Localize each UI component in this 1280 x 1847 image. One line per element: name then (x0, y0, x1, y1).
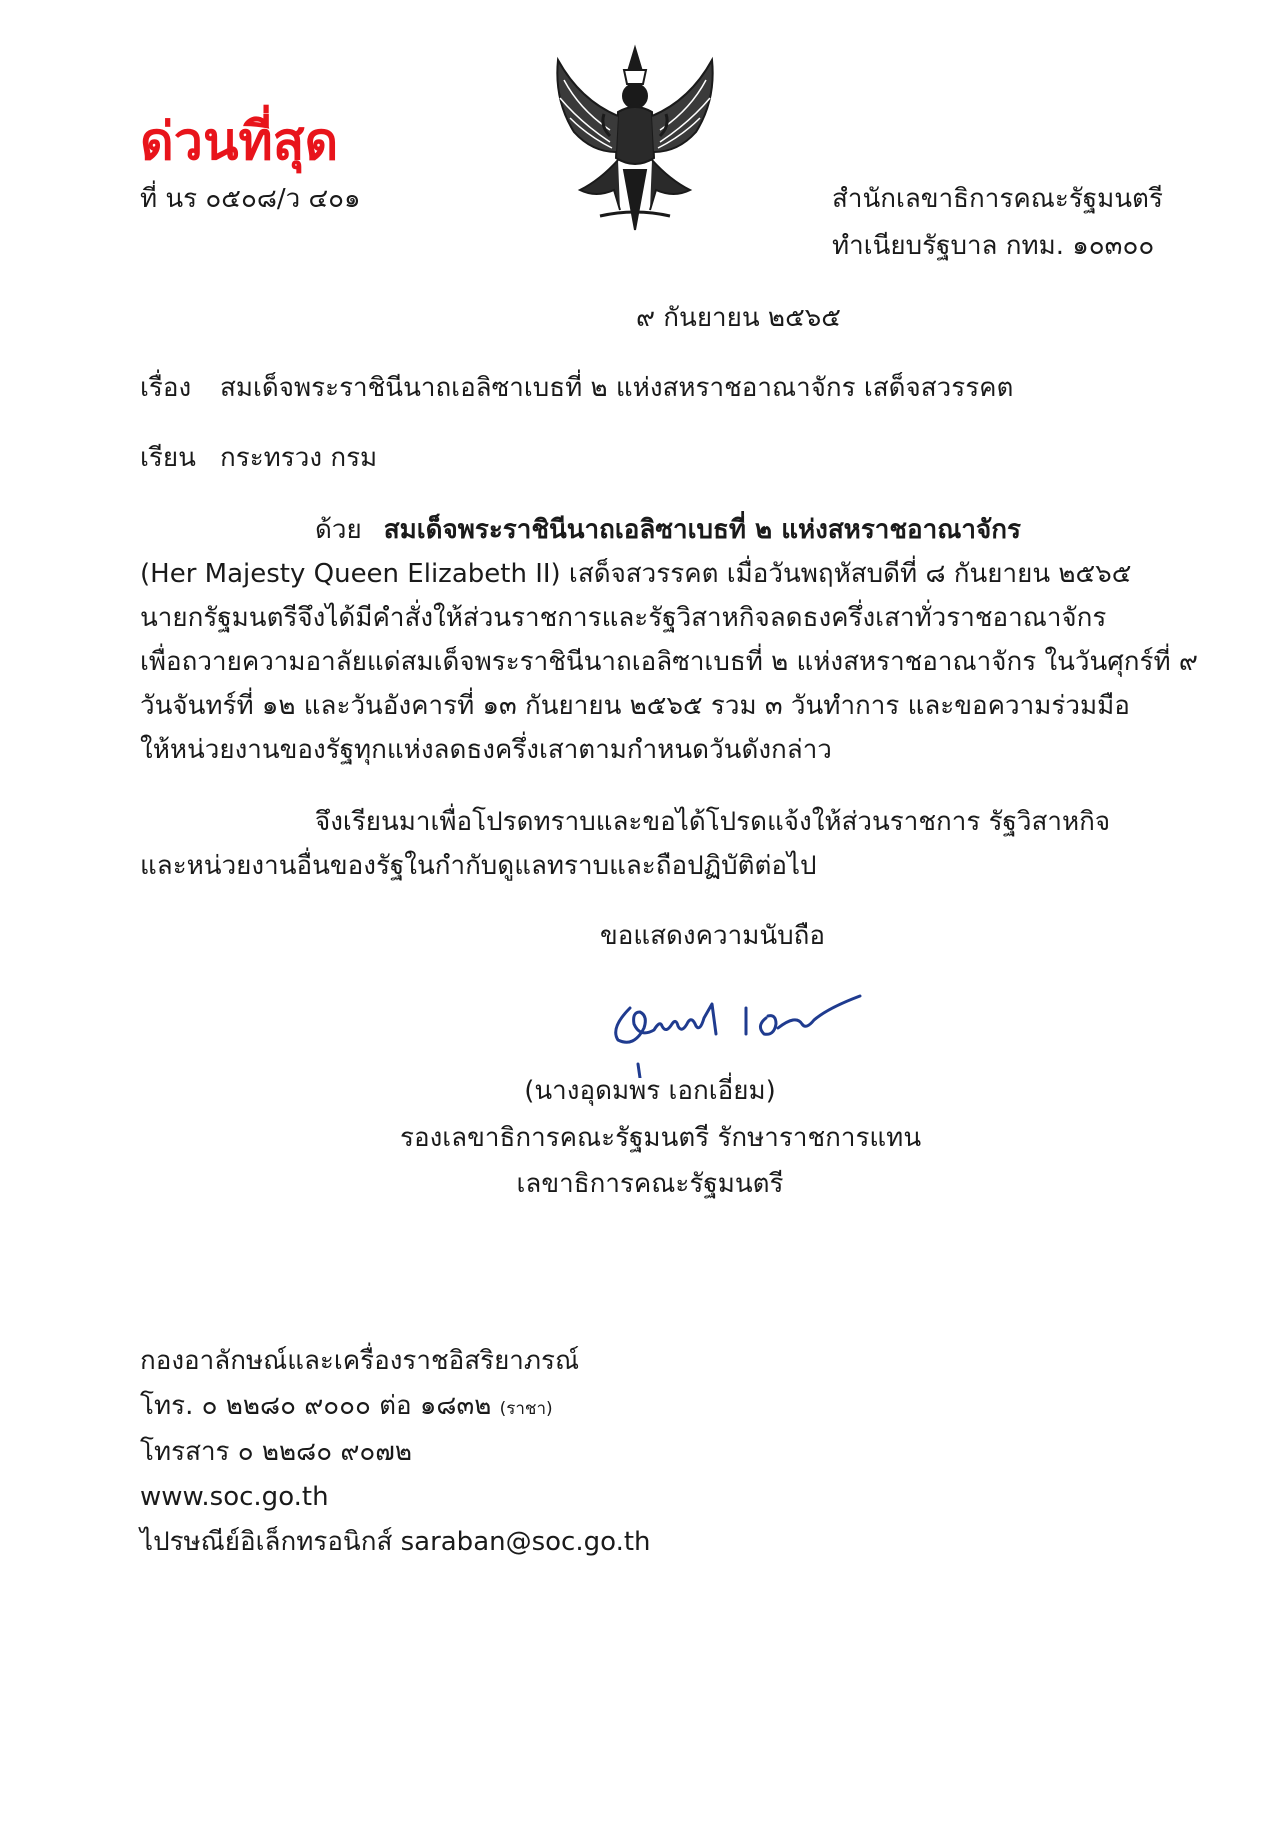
footer-email: ไปรษณีย์อิเล็กทรอนิกส์ saraban@soc.go.th (140, 1527, 651, 1557)
urgency-label: ด่วนที่สุด (140, 111, 339, 172)
subject-label: เรื่อง (140, 373, 192, 403)
signature-icon (600, 968, 870, 1078)
body-line: และหน่วยงานอื่นของรัฐในกำกับดูแลทราบและถือปฏิบัติต่อไป (140, 851, 817, 881)
recipient-text: กระทรวง กรม (220, 443, 378, 473)
footer-division: กองอาลักษณ์และเครื่องราชอิสริยาภรณ์ (140, 1346, 580, 1376)
footer-website: www.soc.go.th (140, 1482, 329, 1512)
body-intro: ด้วย (315, 515, 362, 545)
footer-phone-note: (ราชา) (499, 1399, 553, 1419)
office-address: ทำเนียบรัฐบาล กทม. ๑๐๓๐๐ (832, 231, 1155, 261)
closing-text: ขอแสดงความนับถือ (600, 921, 825, 951)
queen-title: สมเด็จพระราชินีนาถเอลิซาเบธที่ ๒ แห่งสหราชอาณาจักร (383, 515, 1021, 545)
body-line: จึงเรียนมาเพื่อโปรดทราบและขอได้โปรดแจ้งให้ส่วนราชการ รัฐวิสาหกิจ (315, 807, 1111, 837)
body-line: ให้หน่วยงานของรัฐทุกแห่งลดธงครึ่งเสาตามกำหนดวันดังกล่าว (140, 735, 832, 765)
footer-fax: โทรสาร ๐ ๒๒๘๐ ๙๐๗๒ (140, 1437, 412, 1467)
body-line: วันจันทร์ที่ ๑๒ และวันอังคารที่ ๑๓ กันยายน ๒๕๖๕ รวม ๓ วันทำการ และขอความร่วมมือ (140, 691, 1130, 721)
body-line: (Her Majesty Queen Elizabeth II) เสด็จสวรรคต เมื่อวันพฤหัสบดีที่ ๘ กันยายน ๒๕๖๕ (140, 559, 1132, 589)
signer-title: เลขาธิการคณะรัฐมนตรี (516, 1169, 784, 1199)
document-number: ที่ นร ๐๕๐๘/ว ๔๐๑ (140, 184, 361, 214)
body-paragraph-1 (140, 508, 1198, 772)
garuda-emblem-icon (540, 40, 730, 240)
body-line: นายกรัฐมนตรีจึงได้มีคำสั่งให้ส่วนราชการและรัฐวิสาหกิจลดธงครึ่งเสาทั่วราชอาณาจักร (140, 603, 1107, 633)
signer-name: (นางอุดมพร เอกเอี่ยม) (524, 1076, 776, 1106)
body-line (140, 508, 1138, 552)
recipient-label: เรียน (140, 443, 196, 473)
footer-phone (140, 1390, 553, 1425)
body-line: เพื่อถวายความอาลัยแด่สมเด็จพระราชินีนาถเอลิซาเบธที่ ๒ แห่งสหราชอาณาจักร ในวันศุกร์ที่ ๙ (140, 647, 1198, 677)
document-date: ๙ กันยายน ๒๕๖๕ (636, 303, 841, 333)
body-paragraph-2 (140, 800, 1138, 888)
signer-position: รองเลขาธิการคณะรัฐมนตรี รักษาราชการแทน (400, 1123, 922, 1153)
office-name: สำนักเลขาธิการคณะรัฐมนตรี (832, 184, 1163, 214)
subject-text: สมเด็จพระราชินีนาถเอลิซาเบธที่ ๒ แห่งสหราชอาณาจักร เสด็จสวรรคต (220, 373, 1014, 403)
footer-phone-number: โทร. ๐ ๒๒๘๐ ๙๐๐๐ ต่อ ๑๘๓๒ (140, 1391, 492, 1421)
